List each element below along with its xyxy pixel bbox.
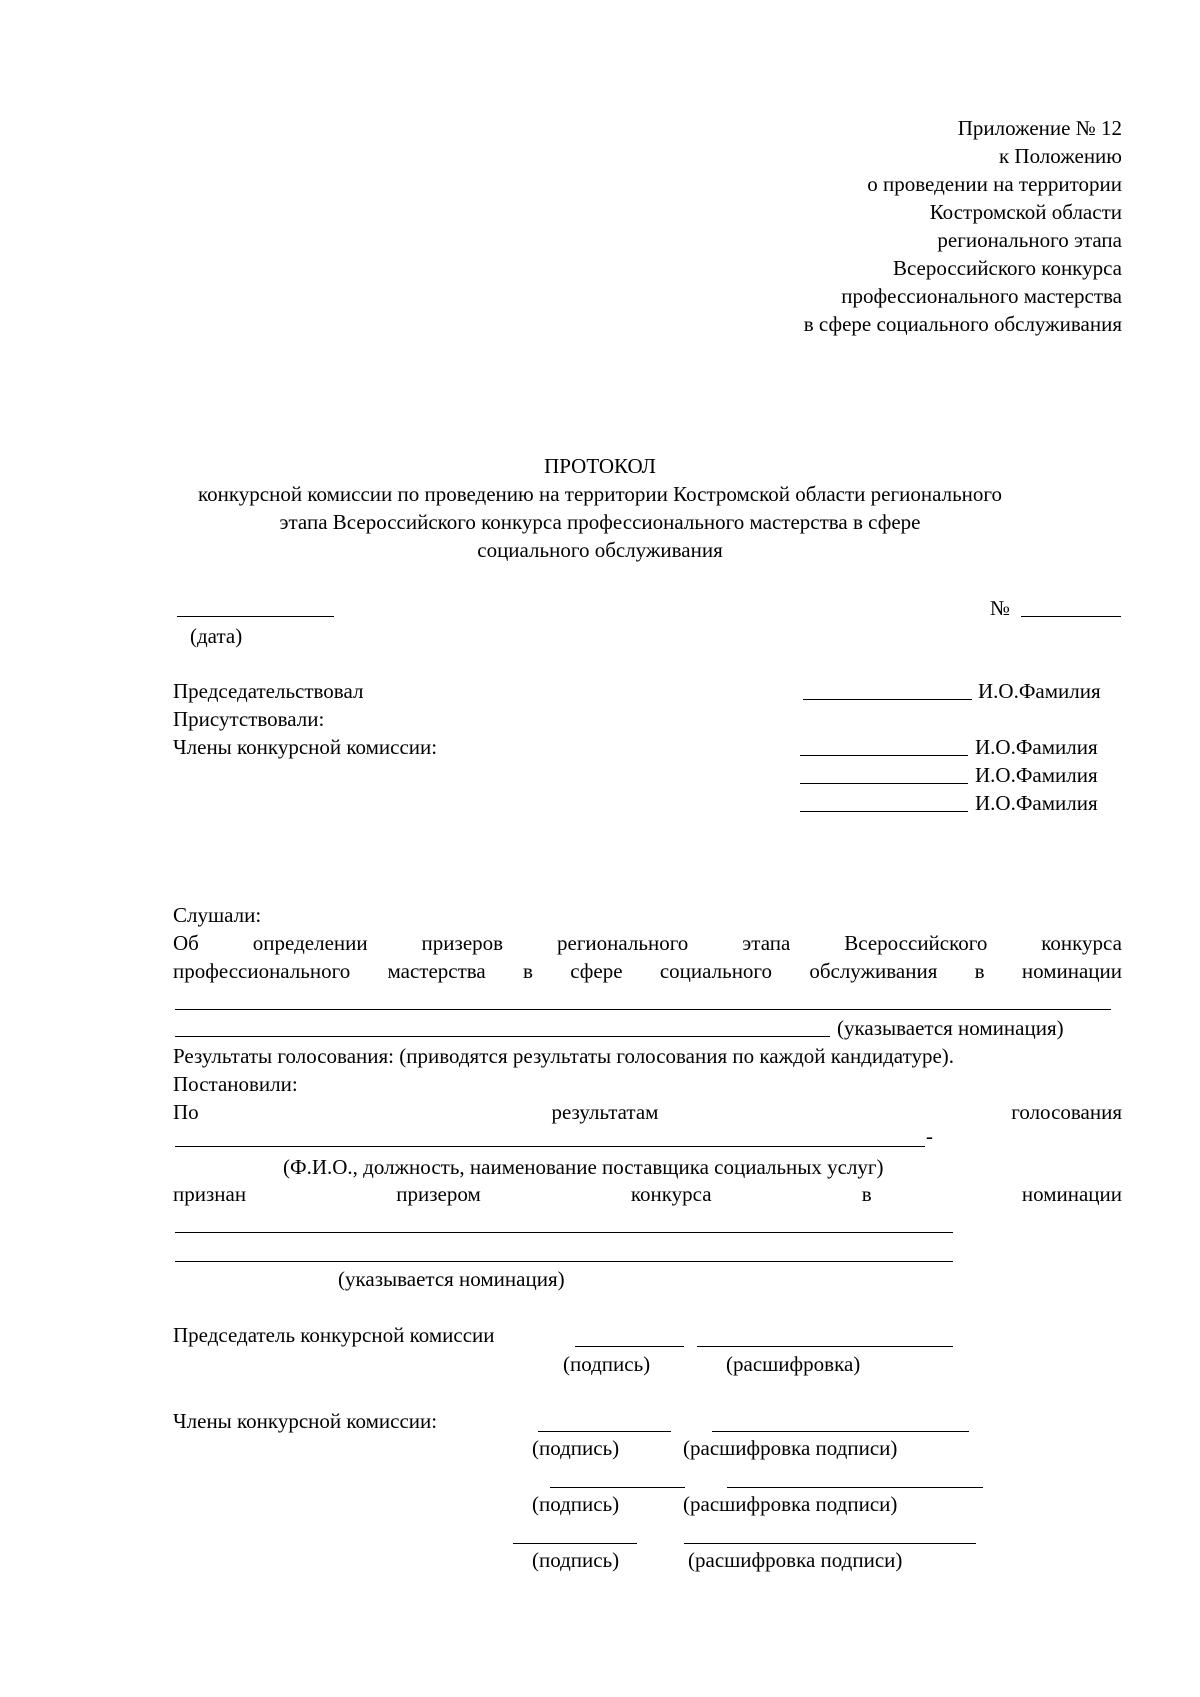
member-sign-line [550,1487,685,1488]
dash: - [926,1124,933,1148]
chair-decode-line [697,1346,953,1347]
chair-signature-line [803,699,972,700]
document-title: ПРОТОКОЛ [544,454,656,478]
chair-sign-line [575,1346,684,1347]
word: в [523,959,533,983]
member-signature-line [800,783,968,784]
member-sign-hint: (подпись) [532,1492,620,1516]
heard-line-2 [173,957,1122,985]
member-sign-hint: (подпись) [532,1436,620,1460]
header-line: о проведении на территории [867,172,1122,196]
word: профессионального [173,959,351,983]
member-name: И.О.Фамилия [975,735,1098,759]
header-line: к Положению [998,144,1122,168]
voting-results-text: Результаты голосования: (приводятся результаты голосования по каждой кандидатуре). [173,1044,955,1068]
header-line: Всероссийского конкурса [892,256,1122,280]
recognized-line [173,1180,1122,1208]
nomination-hint: (указывается номинация) [837,1016,1064,1040]
nomination-line [175,1036,830,1037]
word: призером [396,1182,481,1206]
member-decode-hint: (расшифровка подписи) [683,1436,898,1460]
member-signature-line [800,755,968,756]
word: Об [173,931,199,955]
word: конкурса [630,1182,712,1206]
member-signature-line [800,811,968,812]
number-label: № [990,596,1011,620]
document-title-block [100,452,1100,564]
chaired-label: Председательствовал [173,679,364,703]
members-signature-label: Члены конкурсной комиссии: [173,1409,438,1433]
word: определении [252,931,368,955]
word: социального [659,959,773,983]
word: обслуживания [809,959,938,983]
member-name: И.О.Фамилия [975,791,1098,815]
chair-signature-label: Председатель конкурсной комиссии [173,1323,495,1347]
member-decode-line [712,1431,969,1432]
heard-label: Слушали: [173,903,262,927]
member-decode-hint: (расшифровка подписи) [683,1492,898,1516]
number-field-line [1021,616,1121,617]
decided-label: Постановили: [173,1072,298,1096]
nomination-line [175,1232,953,1233]
member-name: И.О.Фамилия [975,763,1098,787]
word: регионального [557,931,689,955]
word: сфере [570,959,623,983]
chair-decode-hint: (расшифровка) [726,1352,861,1376]
word: этапа [742,931,791,955]
word: призеров [421,931,504,955]
word: признан [173,1182,247,1206]
word: мастерства [387,959,486,983]
heard-line-1 [173,929,1122,957]
word: голосования [1011,1100,1122,1124]
member-sign-hint: (подпись) [532,1548,620,1572]
word: По [173,1100,199,1124]
header-line: в сфере социального обслуживания [803,312,1122,336]
header-line: Приложение № 12 [957,116,1122,140]
members-label: Члены конкурсной комиссии: [173,735,438,759]
member-sign-line [513,1543,637,1544]
title-line: конкурсной комиссии по проведению на территории Костромской области регионального [198,482,1002,506]
member-decode-line [684,1543,976,1544]
word: конкурса [1041,931,1122,955]
header-line: профессионального мастерства [841,284,1122,308]
word: в [861,1182,872,1206]
header-line: Костромской области [929,200,1122,224]
member-decode-hint: (расшифровка подписи) [688,1548,903,1572]
date-field-line [177,616,334,617]
word: в [974,959,985,983]
date-caption: (дата) [190,624,243,648]
nomination-hint: (указывается номинация) [338,1267,565,1291]
chair-name: И.О.Фамилия [978,679,1101,703]
word: результатам [551,1100,659,1124]
word: номинации [1021,1182,1122,1206]
title-line: этапа Всероссийского конкурса профессионального мастерства в сфере [279,510,921,534]
title-line: социального обслуживания [477,538,723,562]
nomination-line [175,1261,953,1262]
word: Всероссийского [844,931,988,955]
member-sign-line [538,1431,671,1432]
header-line: регионального этапа [937,228,1122,252]
person-hint: (Ф.И.О., должность, наименование поставщика социальных услуг) [283,1155,884,1179]
appendix-header [600,114,1122,338]
member-decode-line [727,1487,983,1488]
present-label: Присутствовали: [173,707,325,731]
word: номинации [1021,959,1122,983]
decided-line [173,1098,1122,1126]
person-line [175,1146,925,1147]
chair-sign-hint: (подпись) [563,1352,651,1376]
nomination-line [175,1009,1111,1010]
